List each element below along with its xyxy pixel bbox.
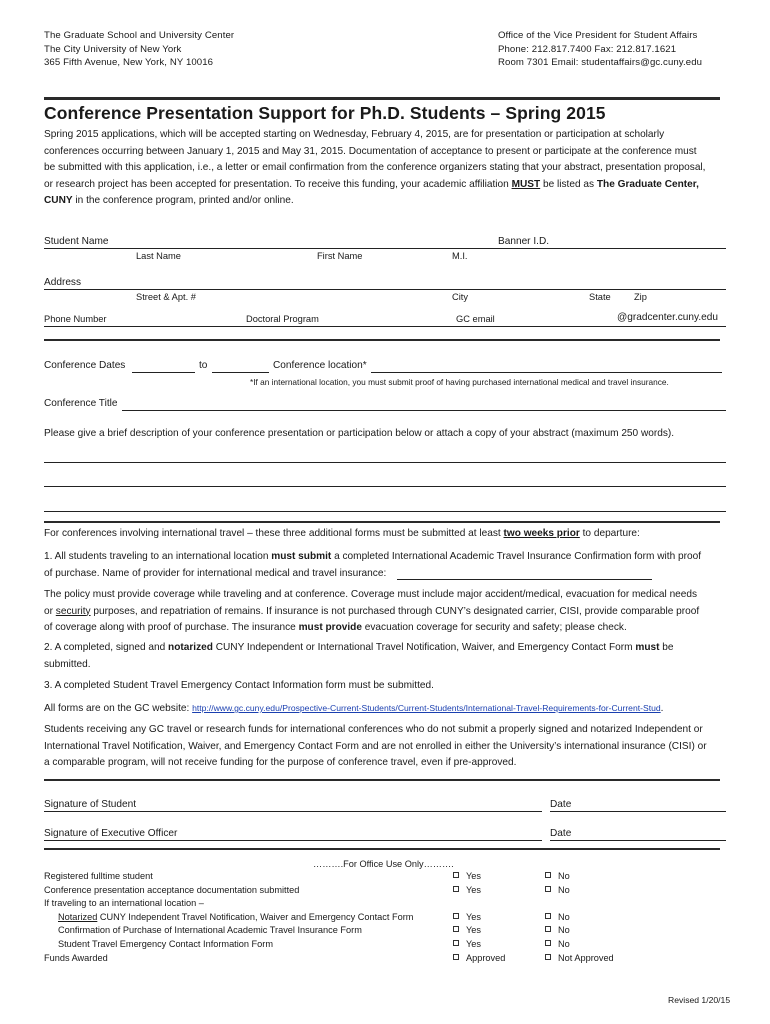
office-use-table [44, 870, 724, 965]
header-org: The Graduate School and University Center [44, 30, 235, 41]
no-checkbox[interactable] [545, 940, 551, 946]
header-right [498, 29, 702, 70]
header-left [44, 29, 234, 70]
office-row: Notarized CUNY Independent Travel Notification, Waiver and Emergency Contact Form Yes No [58, 911, 570, 922]
state-label: State [589, 292, 611, 302]
section-divider [44, 339, 720, 341]
officer-date-field[interactable] [550, 840, 726, 841]
to-label: to [199, 360, 208, 371]
mi-label: M.I. [452, 251, 468, 261]
header-phone: Phone: 212.817.7400 Fax: 212.817.1621 [498, 43, 677, 55]
office-use-heading: ……….For Office Use Only………. [313, 859, 454, 869]
conf-dates-label: Conference Dates [44, 360, 126, 371]
first-name-label: First Name [317, 251, 363, 261]
description-line[interactable] [44, 486, 726, 487]
no-checkbox[interactable] [545, 886, 551, 892]
student-signature-field[interactable] [44, 811, 542, 812]
description-line[interactable] [44, 462, 726, 463]
contact-field[interactable] [44, 326, 726, 327]
street-label: Street & Apt. # [136, 292, 196, 302]
section-divider [44, 521, 720, 523]
policy-paragraph: The policy must provide coverage while traveling and at conference. Coverage must include major accident/medical, evacuation for medical needs or security purposes, and repatriation of remains. If insurance is not purchased through CUNY’s designated carrier, CISI, provide comparable proof of coverage along with proof of purchase. The insurance must provide evacuation coverage for security and safety; please check. [44, 589, 700, 634]
gc-website-line: All forms are on the GC website: http://www.gc.cuny.edu/Prospective-Current-Students/Current-Students/International-Travel-Requirements-for-Current-Stud. [44, 703, 664, 714]
intl-item-2: 2. A completed, signed and notarized CUNY Independent or International Travel Notification, Waiver, and Emergency Contact Form must be submitted. [44, 642, 674, 670]
conf-title-field[interactable] [122, 410, 726, 411]
officer-signature-field[interactable] [44, 840, 542, 841]
address-field[interactable] [44, 289, 726, 290]
student-date-field[interactable] [550, 811, 726, 812]
description-line[interactable] [44, 511, 726, 512]
intro-paragraph [44, 127, 734, 210]
yes-checkbox[interactable] [453, 926, 459, 932]
intl-item-3: 3. A completed Student Travel Emergency Contact Information form must be submitted. [44, 680, 434, 691]
conf-end-date-field[interactable] [212, 372, 269, 373]
insurance-provider-field[interactable] [397, 579, 652, 580]
intl-item-1: 1. All students traveling to an international location must submit a completed International Academic Travel Insurance Confirmation form with proof of purchase. Name of provider for international medical and travel insurance: [44, 551, 702, 579]
student-signature-label: Signature of Student [44, 799, 137, 810]
office-row: Confirmation of Purchase of International Academic Travel Insurance Form Yes No [58, 925, 570, 936]
intl-intro: For conferences involving international travel – these three additional forms must be submitted at least two weeks prior to departure: [44, 528, 640, 539]
two-weeks-emphasis: two weeks prior [503, 528, 580, 539]
email-domain: @gradcenter.cuny.edu [617, 312, 718, 323]
office-row: If traveling to an international location – [44, 898, 204, 909]
section-divider [44, 848, 720, 850]
student-name-field[interactable] [44, 248, 726, 249]
yes-checkbox[interactable] [453, 872, 459, 878]
intl-note: *If an international location, you must submit proof of having purchased international medical and travel insurance. [250, 377, 669, 387]
last-name-label: Last Name [136, 251, 181, 261]
intro-line: conferences occurring between January 1, 2015 and May 31, 2015. Documentation of acceptance to present or participate at the conference must [44, 145, 697, 157]
phone-label: Phone Number [44, 314, 107, 324]
funding-warning: Students receiving any GC travel or research funds for international conferences who do not submit a properly signed and notarized Independent or International Travel Notification, Waiver, and Emergency Contact Form and are not enrolled in either the University’s international insurance (CISI) or a comparable program, will not receive funding for the purpose of conference travel, even if pre-approved. [44, 724, 707, 769]
conf-location-field[interactable] [371, 372, 722, 373]
header-address: 365 Fifth Avenue, New York, NY 10016 [44, 57, 214, 68]
approved-checkbox[interactable] [453, 954, 459, 960]
no-checkbox[interactable] [545, 913, 551, 919]
yes-checkbox[interactable] [453, 913, 459, 919]
student-name-label: Student Name [44, 236, 109, 247]
officer-signature-label: Signature of Executive Officer [44, 828, 178, 839]
program-label: Doctoral Program [246, 314, 319, 324]
intro-line: CUNY in the conference program, printed and/or online. [44, 195, 294, 207]
zip-label: Zip [634, 292, 647, 302]
no-checkbox[interactable] [545, 926, 551, 932]
banner-id-label: Banner I.D. [498, 236, 550, 247]
gc-website-link[interactable]: http://www.gc.cuny.edu/Prospective-Current-Students/Current-Students/International-Travel-Requirements-for-Current-Stud [192, 703, 661, 713]
intro-line: or research project has been accepted for presentation. To receive this funding, your academic affiliation MUST be listed as The Graduate Center, [44, 178, 699, 190]
gc-email-label: GC email [456, 314, 495, 324]
header-university: The City University of New York [44, 43, 182, 55]
conf-start-date-field[interactable] [132, 372, 195, 373]
not-approved-checkbox[interactable] [545, 954, 551, 960]
must-emphasis: MUST [511, 178, 541, 190]
officer-date-label: Date [550, 828, 572, 839]
office-row: Student Travel Emergency Contact Information Form Yes No [58, 938, 570, 949]
intro-line: Spring 2015 applications, which will be accepted starting on Wednesday, February 4, 2015, are for presentation or participation at scholarly [44, 129, 665, 140]
yes-checkbox[interactable] [453, 886, 459, 892]
city-label: City [452, 292, 469, 302]
office-row: Conference presentation acceptance documentation submitted Yes No [44, 884, 570, 895]
intro-line: be submitted with this application, i.e., a letter or email confirmation from the conference organizers stating that your abstract, presentation proposal, [44, 162, 706, 174]
description-prompt: Please give a brief description of your conference presentation or participation below or attach a copy of your abstract (maximum 250 words). [44, 428, 675, 439]
address-label: Address [44, 277, 82, 288]
student-date-label: Date [550, 799, 572, 810]
yes-checkbox[interactable] [453, 940, 459, 946]
conf-location-label: Conference location* [273, 360, 367, 371]
header-divider [44, 97, 720, 100]
conf-title-label: Conference Title [44, 398, 118, 409]
section-divider [44, 779, 720, 781]
office-row: Funds Awarded Approved Not Approved [44, 952, 614, 963]
office-row: Registered fulltime student Yes No [44, 871, 570, 881]
header-email: Room 7301 Email: studentaffairs@gc.cuny.edu [498, 57, 703, 68]
no-checkbox[interactable] [545, 872, 551, 878]
page-title: Conference Presentation Support for Ph.D. Students – Spring 2015 [44, 103, 606, 123]
header-office: Office of the Vice President for Student Affairs [498, 30, 698, 41]
revision-date: Revised 1/20/15 [668, 995, 731, 1005]
